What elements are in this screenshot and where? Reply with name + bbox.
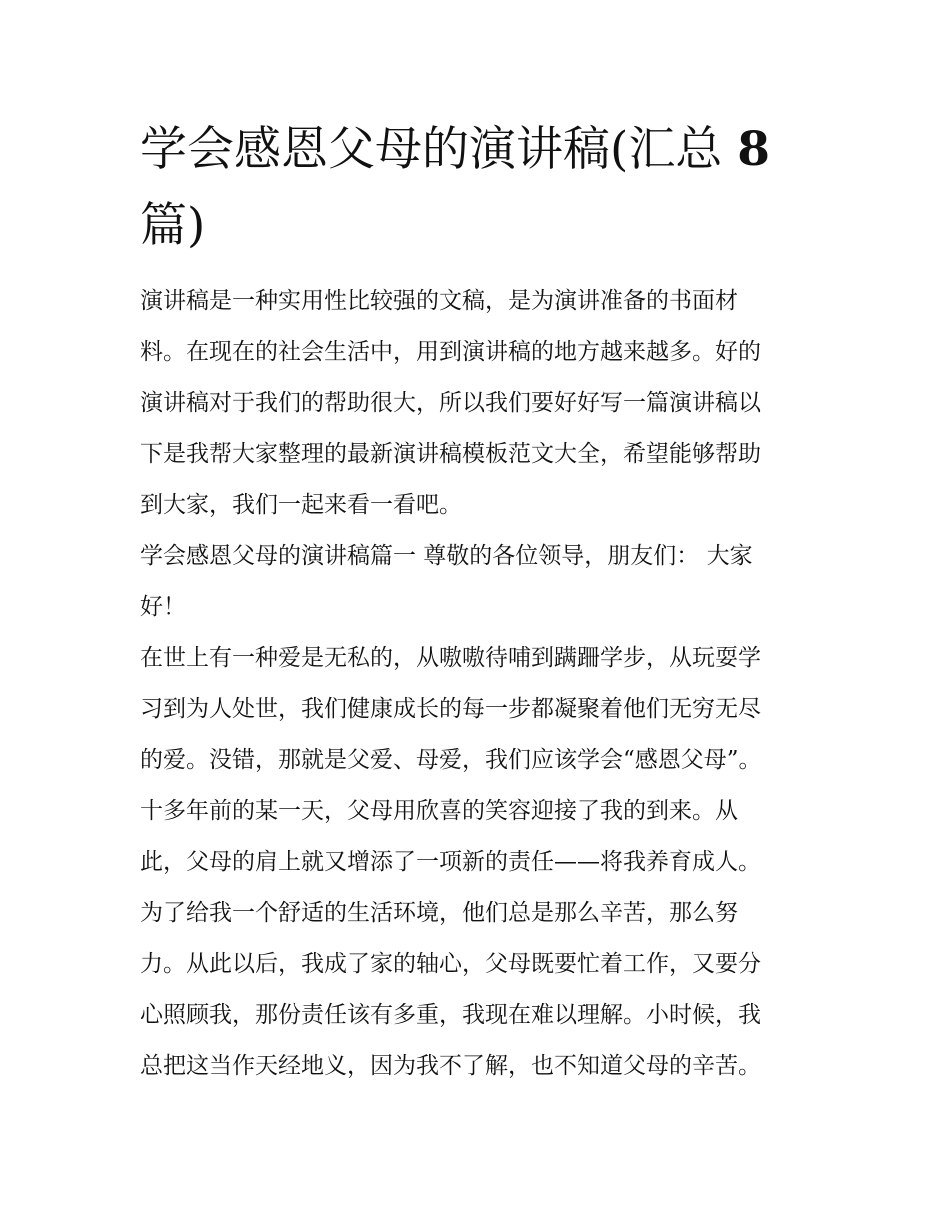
text-line: 料。在现在的社会生活中，用到演讲稿的地方越来越多。好的	[140, 339, 761, 365]
text-line: 演讲稿对于我们的帮助很大，所以我们要好好写一篇演讲稿以	[140, 390, 761, 416]
title-number: 8	[737, 122, 770, 177]
paragraph	[140, 276, 816, 531]
text-line: 学会感恩父母的演讲稿篇一 尊敬的各位领导，朋友们： 大家	[140, 543, 753, 569]
text-line: 此，父母的肩上就又增添了一项新的责任——将我养育成人。	[140, 849, 761, 875]
text-line: 到大家，我们一起来看一看吧。	[140, 492, 462, 518]
title-text-cont: 篇)	[140, 198, 206, 253]
title-text: 学会感恩父母的演讲稿(汇总	[140, 122, 723, 177]
text-line: 十多年前的某一天，父母用欣喜的笑容迎接了我的到来。从	[140, 798, 738, 824]
text-line: 力。从此以后，我成了家的轴心，父母既要忙着工作，又要分	[140, 951, 761, 977]
text-line: 心照顾我，那份责任该有多重，我现在难以理解。小时候，我	[140, 1002, 761, 1028]
text-line: 的爱。没错，那就是父爱、母爱，我们应该学会“感恩父母”。	[140, 747, 762, 773]
text-line: 为了给我一个舒适的生活环境，他们总是那么辛苦，那么努	[140, 900, 738, 926]
paragraph	[140, 531, 816, 633]
paragraph	[140, 633, 816, 1092]
text-line: 在世上有一种爱是无私的，从嗷嗷待哺到蹒跚学步，从玩耍学	[140, 645, 761, 671]
text-line: 习到为人处世，我们健康成长的每一步都凝聚着他们无穷无尽	[140, 696, 761, 722]
text-line: 总把这当作天经地义，因为我不了解，也不知道父母的辛苦。	[140, 1053, 761, 1079]
text-line: 下是我帮大家整理的最新演讲稿模板范文大全，希望能够帮助	[140, 441, 761, 467]
document-body	[140, 276, 816, 1092]
page-title	[140, 112, 820, 264]
text-line: 演讲稿是一种实用性比较强的文稿，是为演讲准备的书面材	[140, 288, 738, 314]
text-line: 好！	[140, 594, 186, 620]
